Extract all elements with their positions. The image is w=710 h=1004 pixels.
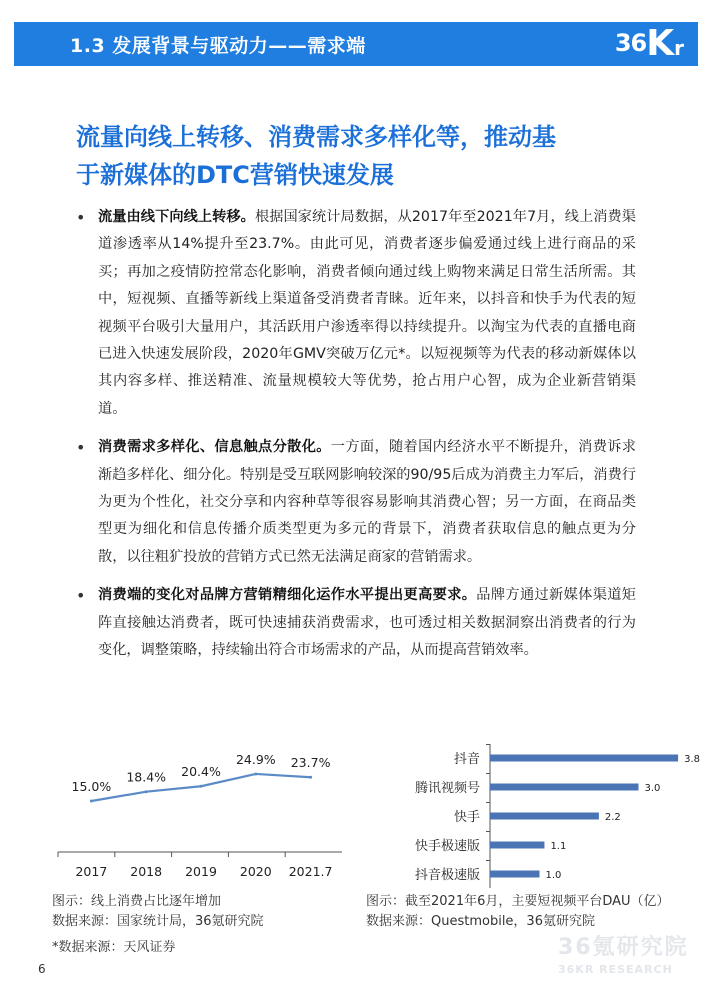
line-chart-source: 数据来源：国家统计局，36氪研究院: [52, 914, 264, 929]
data-point: [200, 785, 203, 788]
bullet-item: [76, 582, 636, 664]
logo-k: K: [646, 23, 675, 64]
data-label: 18.4%: [126, 769, 167, 785]
x-tick-label: 2019: [185, 864, 217, 879]
data-point: [90, 800, 93, 803]
bar: [490, 755, 678, 762]
x-tick-label: 2018: [130, 864, 163, 879]
data-point: [309, 776, 312, 779]
page-title-line-1: 流量向线上转移、消费需求多样化等，推动基: [76, 123, 556, 151]
logo-number: 36: [614, 29, 647, 57]
section-title: 1.3 发展背景与驱动力——需求端: [70, 35, 366, 57]
bullet-body: 根据国家统计局数据，从2017年至2021年7月，线上消费渠道渗透率从14%提升至23.7%。由此可见，消费者逐步偏爱通过线上进行商品的采买；再加之疫情防控常态化影响，消费者倾向通过线上购物来满足日常生活所需。其中，短视频、直播等新线上渠道备受消费者青睐。近年来，以抖音和快手为代表的短视频平台吸引大量用户，其活跃用户渗透率得以持续提升。以淘宝为代表的直播电商已进入快速发展阶段，2020年GMV突破万亿元*。以短视频等为代表的移动新媒体以其内容多样、推送精准、流量规模较大等优势，抢占用户心智，成为企业新营销渠道。: [98, 209, 636, 417]
data-label: 20.4%: [181, 764, 221, 780]
bullet-lead: 流量由线下向线上转移。: [98, 209, 255, 225]
bar: [490, 813, 599, 820]
bullet-dot-icon: •: [76, 586, 86, 606]
y-tick-label: 抖音极速版: [414, 868, 480, 883]
line-chart-caption: 图示：线上消费占比逐年增加: [52, 894, 222, 909]
page-number: 6: [38, 962, 46, 976]
bullet-lead: 消费端的变化对品牌方营销精细化运作水平提出更高要求。: [98, 587, 477, 604]
bullet-body: 一方面，随着国内经济水平不断提升，消费诉求渐趋多样化、细分化。特别是受互联网影响较深的90/95后成为消费主力军后，消费行为更为个性化，社交分享和内容种草等很容易影响其消费心智；另一方面，在商品类型更为细化和信息传播介质类型更为多元的背景下，消费者获取信息的触点更为分散，以往粗犷投放的营销方式已然无法满足商家的营销需求。: [98, 439, 636, 565]
logo-r: r: [674, 36, 684, 60]
section-header-bar: [14, 22, 698, 66]
page-title-line-2: 于新媒体的DTC营销快速发展: [76, 161, 394, 189]
data-label: 24.9%: [235, 751, 276, 767]
dau-bar-chart: [362, 740, 702, 888]
y-tick-label: 抖音: [453, 752, 480, 767]
watermark-logo: [558, 930, 689, 976]
y-tick-label: 快手: [453, 810, 480, 825]
bullet-item: [76, 434, 636, 571]
36kr-logo: [615, 25, 684, 63]
bullet-list: [76, 204, 636, 676]
page-title: [76, 118, 656, 194]
bar: [490, 871, 540, 878]
x-tick-label: 2017: [75, 864, 108, 879]
data-point: [145, 790, 148, 793]
y-tick-label: 快手极速版: [414, 839, 480, 854]
bar-chart-source: 数据来源：Questmobile，36氪研究院: [366, 914, 595, 929]
x-tick-label: 2020: [239, 864, 272, 879]
data-label: 15.0%: [71, 779, 112, 794]
bullet-item: [76, 204, 636, 423]
footnote: *数据来源：天风证券: [52, 940, 176, 955]
watermark-en: 36KR RESEARCH: [558, 963, 673, 976]
watermark-cn: 36氪研究院: [558, 935, 689, 960]
data-label: 3.0: [644, 783, 661, 794]
data-label: 1.1: [550, 841, 567, 852]
bar-chart-caption: 图示：截至2021年6月，主要短视频平台DAU（亿）: [366, 894, 670, 909]
x-tick-label: 2021.7: [288, 864, 333, 879]
bar: [490, 842, 544, 849]
data-point: [254, 772, 257, 775]
bullet-dot-icon: •: [76, 438, 86, 458]
bullet-dot-icon: •: [76, 208, 86, 227]
data-label: 2.2: [604, 812, 621, 823]
data-label: 3.8: [684, 754, 701, 765]
y-tick-label: 腾讯视频号: [414, 781, 480, 796]
bullet-lead: 消费需求多样化、信息触点分散化。: [98, 439, 331, 456]
data-label: 1.0: [545, 870, 562, 881]
bar: [490, 784, 639, 791]
data-label: 23.7%: [290, 755, 331, 771]
bullet-body: 品牌方通过新媒体渠道矩阵直接触达消费者，既可快速捕获消费需求，也可透过相关数据洞察出消费者的行为变化，调整策略，持续输出符合市场需求的产品，从而提高营销效率。: [98, 587, 636, 659]
online-share-line-chart: [48, 751, 348, 888]
